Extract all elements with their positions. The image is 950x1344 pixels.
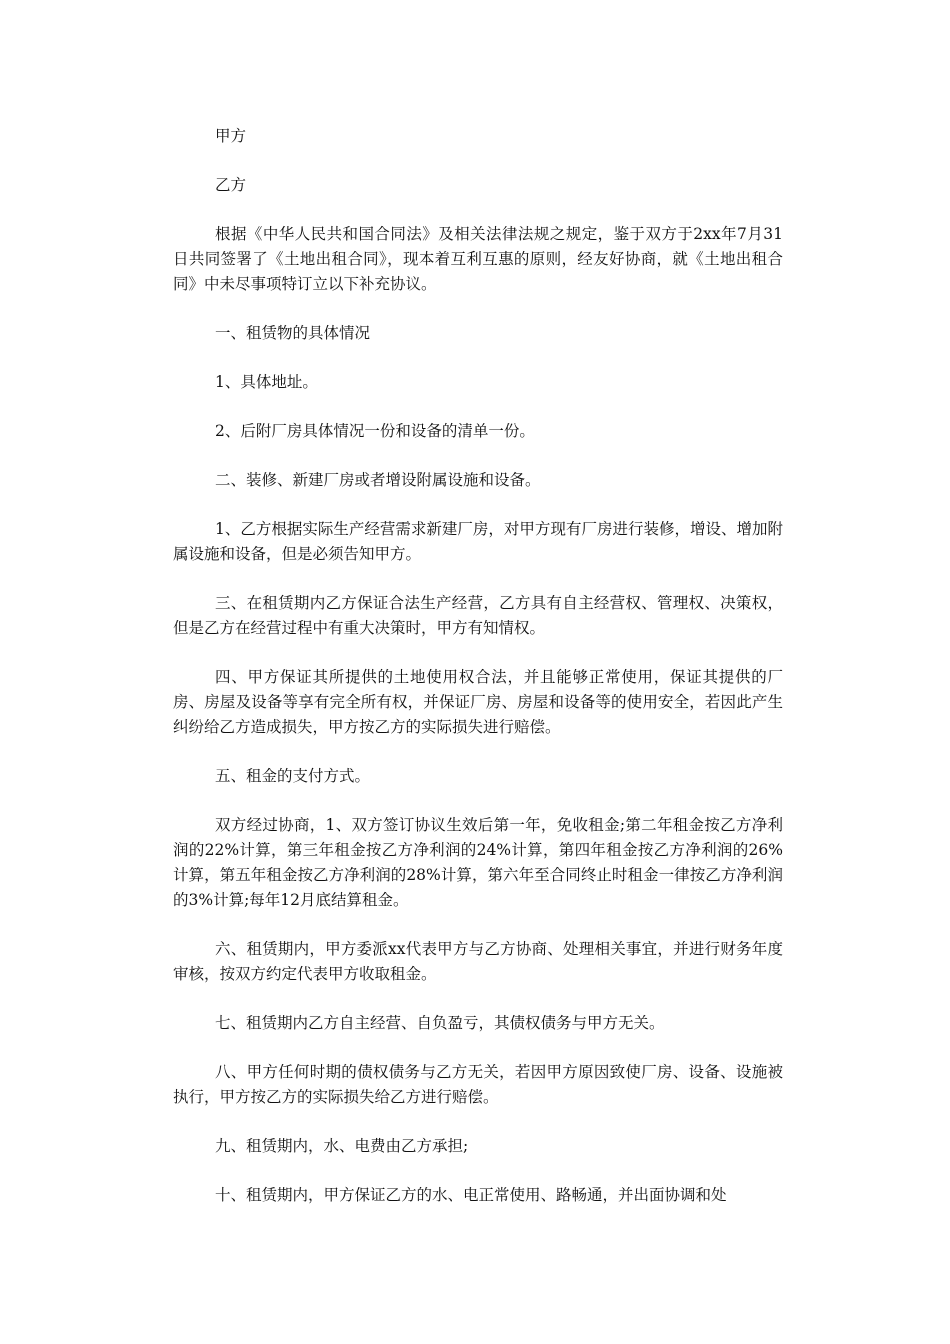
section-6-paragraph: 六、租赁期内，甲方委派xx代表甲方与乙方协商、处理相关事宜，并进行财务年度审核，按双方约定代表甲方收取租金。 <box>173 940 783 983</box>
section-10-paragraph: 十、租赁期内，甲方保证乙方的水、电正常使用、路畅通，并出面协调和处 <box>215 1186 727 1204</box>
section-4-paragraph: 四、甲方保证其所提供的土地使用权合法，并且能够正常使用，保证其提供的厂房、房屋及设备等享有完全所有权，并保证厂房、房屋和设备等的使用安全，若因此产生纠纷给乙方造成损失，甲方按乙方的实际损失进行赔偿。 <box>173 668 783 736</box>
document-body <box>173 124 783 1232</box>
section-8-paragraph: 八、甲方任何时期的债权债务与乙方无关，若因甲方原因致使厂房、设备、设施被执行，甲方按乙方的实际损失给乙方进行赔偿。 <box>173 1063 783 1106</box>
section-1-heading: 一、租赁物的具体情况 <box>215 324 371 342</box>
preamble-paragraph: 根据《中华人民共和国合同法》及相关法律法规之规定，鉴于双方于2xx年7月31日共同签署了《土地出租合同》，现本着互利互惠的原则，经友好协商，就《土地出租合同》中未尽事项特订立以下补充协议。 <box>173 225 783 293</box>
section-1-item-2: 2、后附厂房具体情况一份和设备的清单一份。 <box>215 422 535 440</box>
section-2-heading: 二、装修、新建厂房或者增设附属设施和设备。 <box>215 471 541 489</box>
section-1-item-1: 1、具体地址。 <box>215 373 318 391</box>
section-7-paragraph: 七、租赁期内乙方自主经营、自负盈亏，其债权债务与甲方无关。 <box>215 1014 665 1032</box>
section-9-paragraph: 九、租赁期内，水、电费由乙方承担; <box>215 1137 469 1155</box>
section-5-heading: 五、租金的支付方式。 <box>215 767 371 785</box>
party-b-label: 乙方 <box>215 176 247 194</box>
section-3-paragraph: 三、在租赁期内乙方保证合法生产经营，乙方具有自主经营权、管理权、决策权，但是乙方在经营过程中有重大决策时，甲方有知情权。 <box>173 594 783 637</box>
rent-payment-paragraph: 双方经过协商，1、双方签订协议生效后第一年，免收租金;第二年租金按乙方净利润的22%计算，第三年租金按乙方净利润的24%计算，第四年租金按乙方净利润的26%计算，第五年租金按乙方净利润的28%计算，第六年至合同终止时租金一律按乙方净利润的3%计算;每年12月底结算租金。 <box>173 816 783 909</box>
section-2-item-1: 1、乙方根据实际生产经营需求新建厂房，对甲方现有厂房进行装修，增设、增加附属设施和设备，但是必须告知甲方。 <box>173 520 783 563</box>
party-a-label: 甲方 <box>215 127 247 145</box>
